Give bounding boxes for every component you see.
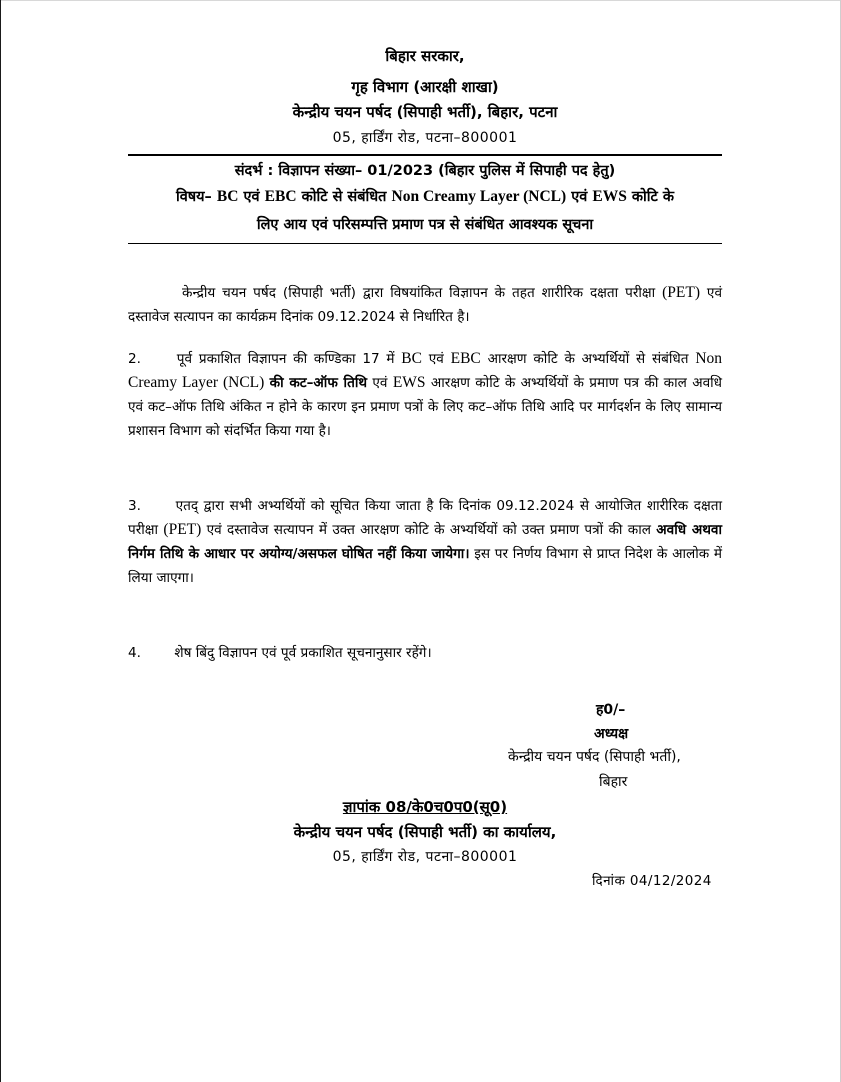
subject-label: विषय– (175, 189, 212, 205)
footer-address: 05, हार्डिंग रोड, पटना–800001 (332, 849, 518, 865)
reference-line: संदर्भ : विज्ञापन संख्या– 01/2023 (बिहार पुलिस में सिपाही पद हेतु) (234, 163, 616, 179)
paragraph-2-number: 2. (128, 351, 141, 367)
paragraph-2-cutoff-bold: की कट–ऑफ तिथि (269, 375, 368, 391)
paragraph-3-number: 3. (128, 498, 141, 514)
paragraph-2-and-2: एवं (372, 375, 388, 391)
signature-state: बिहार (599, 774, 628, 790)
paragraph-3-text-e: इस पर निर्णय विभाग से प्राप्त निदेश के आलोक में लिया जाएगा। (128, 546, 723, 586)
paragraph-1-text-c: एवं दस्तावेज सत्यापन का कार्यक्रम दिनांक 09.12.2024 से निर्धारित है। (128, 285, 722, 325)
paragraph-2-text-j: आरक्षण कोटि के अभ्यर्थियों के प्रमाण पत्र की काल अवधि एवं कट–ऑफ तिथि अंकित न होने के कारण इन प्रमाण पत्रों के लिए कट–ऑफ तिथि आदि पर मार्गदर्शन के लिए सामान्य प्रशासन विभाग को संदर्भित किया गया है। (128, 375, 723, 439)
subject-ncl: Non Creamy Layer (NCL) (391, 188, 567, 205)
document-page (128, 0, 722, 1082)
subject-line-2: लिए आय एवं परिसम्पत्ति प्रमाण पत्र से संबंधित आवश्यक सूचना (256, 217, 594, 233)
header-address: 05, हार्डिंग रोड, पटना–800001 (332, 130, 518, 146)
paragraph-2-ews: EWS (392, 374, 426, 391)
subject-bc: BC (216, 188, 239, 205)
signature-org: केन्द्रीय चयन पर्षद (सिपाही भर्ती), (508, 749, 681, 765)
header-rule-bottom (128, 243, 722, 244)
footer-date: दिनांक 04/12/2024 (592, 873, 712, 889)
paragraph-2-and-1: एवं (428, 351, 444, 367)
subject-ebc: EBC (264, 188, 297, 205)
paragraph-4 (128, 641, 722, 665)
paragraph-4-text: शेष बिंदु विज्ञापन एवं पूर्व प्रकाशित सूचनानुसार रहेंगे। (174, 645, 432, 661)
frame-left-edge (0, 0, 1, 1082)
subject-ews: EWS (592, 188, 627, 205)
footer-office: केन्द्रीय चयन पर्षद (सिपाही भर्ती) का कार्यालय, (293, 823, 557, 841)
signature-signed: ह0/– (596, 702, 626, 718)
header-board: केन्द्रीय चयन पर्षद (सिपाही भर्ती), बिहार, पटना (292, 103, 558, 121)
paragraph-1-pet: (PET) (662, 284, 700, 301)
paragraph-3-text-a: एतद् द्वारा सभी अभ्यर्थियों को सूचित किया जाता है कि दिनांक 09.12.2024 से आयोजित शारीरिक दक्षता परीक्षा (128, 498, 723, 538)
subject-category-text: कोटि से संबंधित (301, 189, 387, 205)
paragraph-1-text-a: केन्द्रीय चयन पर्षद (सिपाही भर्ती) द्वारा विषयांकित विज्ञापन के तहत शारीरिक दक्षता परीक्षा (182, 285, 656, 301)
paragraph-3 (128, 494, 722, 590)
footer-memo-number: ज्ञापांक 08/के0च0प0(सू0) (342, 798, 508, 816)
signature-title: अध्यक्ष (594, 726, 629, 742)
paragraph-3-text-c: एवं दस्तावेज सत्यापन में उक्त आरक्षण कोटि के अभ्यर्थियों को उक्त प्रमाण पत्रों की काल (206, 522, 651, 538)
paragraph-4-number: 4. (128, 645, 141, 661)
subject-category-tail: कोटि के (631, 189, 675, 205)
header-rule-top (128, 154, 722, 156)
header-department: गृह विभाग (आरक्षी शाखा) (351, 78, 499, 96)
subject-line-1 (128, 186, 722, 206)
subject-and-2: एवं (571, 189, 588, 205)
paragraph-1 (128, 281, 722, 329)
paragraph-2 (128, 347, 722, 443)
paragraph-2-ebc: EBC (450, 350, 481, 367)
paragraph-2-text-e: आरक्षण कोटि के अभ्यर्थियों से संबंधित (487, 351, 689, 367)
paragraph-3-notice-bold: अवधि अथवा निर्गम तिथि के आधार पर अयोग्य/असफल घोषित नहीं किया जायेगा। (128, 522, 722, 562)
paragraph-2-ncl: Non Creamy Layer (NCL) (128, 350, 723, 391)
paragraph-2-text-a: पूर्व प्रकाशित विज्ञापन की कण्डिका 17 में (176, 351, 395, 367)
header-government: बिहार सरकार, (385, 47, 465, 65)
subject-and-1: एवं (243, 189, 260, 205)
paragraph-2-bc: BC (401, 350, 422, 367)
paragraph-3-pet: (PET) (163, 521, 202, 538)
